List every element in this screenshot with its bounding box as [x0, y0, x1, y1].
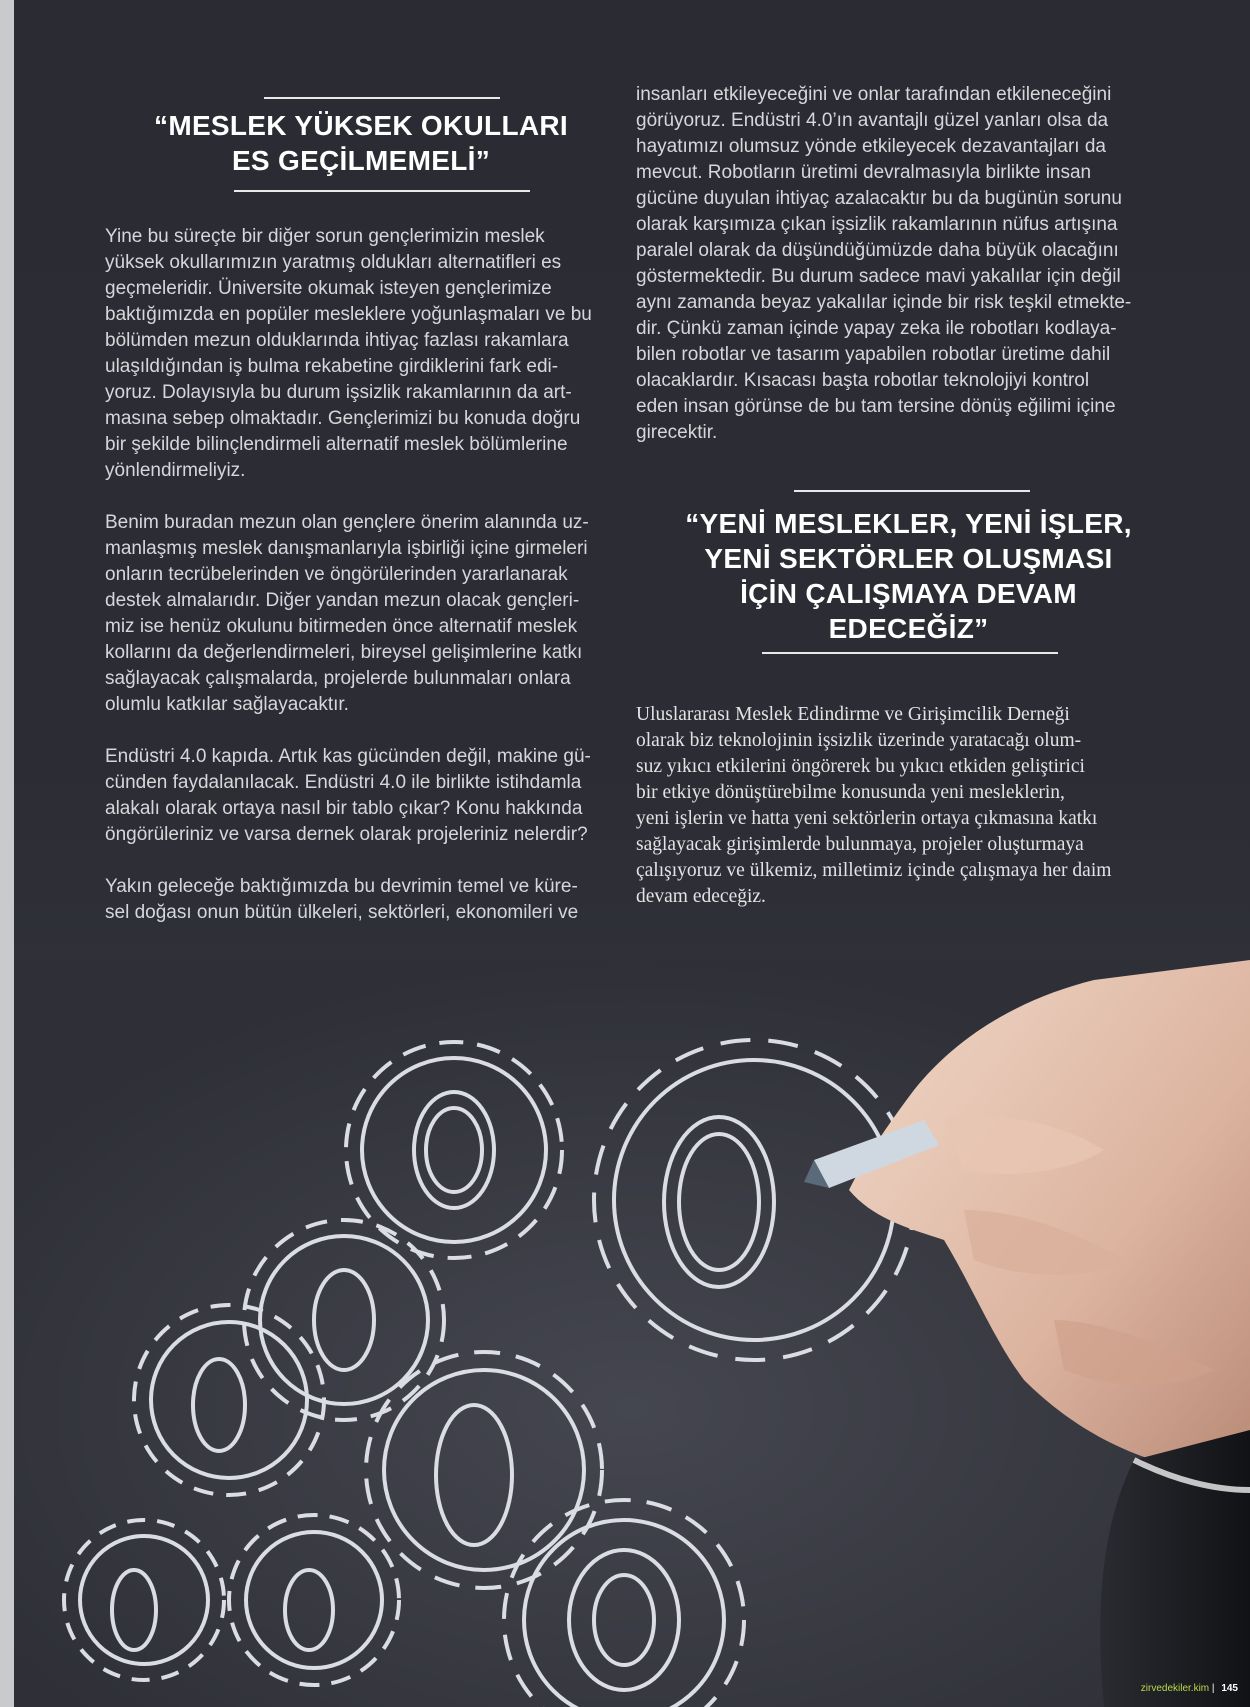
left-paragraph-4: Yakın geleceğe baktığımızda bu devrimin temel ve küre- sel doğası onun bütün ülkeleri, sektörleri, ekonomileri ve — [105, 876, 579, 923]
gears-illustration — [14, 960, 1250, 1707]
left-paragraph-2: Benim buradan mezun olan gençlere önerim alanında uz- manlaşmış meslek danışmanlarıyla işbirliği içine girmeleri onların tecrübelerinden ve öngörülerinden yararlanarak destek almalarıdır. Diğer yandan mezun olacak gençleri- miz ise henüz okulunu bitirmeden önce alternatif meslek kollarını da değerlendirmeleri, bireysel gelişimlerine katkı sağlayacak çalışmalarda, projelerde bulunmaları onlara olumlu katkılar sağlayacaktır. — [105, 512, 589, 715]
heading-top-rule — [264, 97, 500, 99]
left-paragraph-3: Endüstri 4.0 kapıda. Artık kas gücünden değil, makine gü- cünden faydalanılacak. Endüstri 4.0 ile birlikte istihdamla alakalı olarak ortaya nasıl bir tablo çıkar? Konu hakkında öngörüleriniz ve varsa dernek olarak projeleriniz nelerdir? — [105, 746, 591, 845]
heading-top-rule-right — [794, 490, 1030, 492]
page-number: 145 — [1221, 1683, 1238, 1694]
page-footer — [1141, 1683, 1238, 1694]
footer-site: zirvedekiler.kim — [1140, 1683, 1210, 1694]
heading-bottom-rule-right — [762, 652, 1058, 654]
magazine-page — [14, 0, 1250, 1707]
section-heading-right: “YENİ MESLEKLER, YENİ İŞLER, YENİ SEKTÖRLER OLUŞMASI İÇİN ÇALIŞMAYA DEVAM EDECEĞİZ” — [685, 508, 1132, 644]
answer-paragraph: Uluslararası Meslek Edindirme ve Girişimcilik Derneği olarak biz teknolojinin işsizlik üzerinde yaratacağı olum- suz yıkıcı etkilerini öngörerek bu yıkıcı etkiden geliştirici bir etkiye dönüştürebilme konusunda yeni mesleklerin, yeni işlerin ve hatta yeni sektörlerin ortaya çıkmasına katkı sağlayacak girişimlerde bulunmaya, projeler oluşturmaya çalışıyoruz ve ülkemiz, milletimiz içinde çalışmaya her daim devam edeceğiz. — [636, 704, 1112, 907]
heading-bottom-rule — [234, 190, 530, 192]
right-paragraph: insanları etkileyeceğini ve onlar tarafından etkileneceğini görüyoruz. Endüstri 4.0’ın avantajlı güzel yanları olsa da hayatımızı olumsuz yönde etkileyecek dezavantajları da mevcut. Robotların üretimi devralmasıyla birlikte insan gücüne duyulan ihtiyaç azalacaktır bu da bugünün sorunu olarak karşımıza çıkan işsizlik rakamlarının nüfus artışına paralel olarak da düşündüğümüzde daha büyük olacağını göstermektedir. Bu durum sadece mavi yakalılar için değil aynı zamanda beyaz yakalılar içinde bir risk teşkil etmekte- dir. Çünkü zaman içinde yapay zeka ile robotları kodlaya- bilen robotlar ve tasarım yapabilen robotlar üretime dahil olacaklardır. Kısacası başta robotlar teknolojiyi kontrol eden insan görünse de bu tam tersine dönüş eğilimi içine girecektir. — [636, 84, 1132, 443]
footer-separator: | — [1211, 1683, 1215, 1694]
section-heading-left: “MESLEK YÜKSEK OKULLARI ES GEÇİLMEMELİ” — [154, 110, 568, 176]
left-paragraph-1: Yine bu süreçte bir diğer sorun gençlerimizin meslek yüksek okullarımızın yaratmış oldukları alternatifleri es geçmeleridir. Üniversite okumak isteyen gençlerimize baktığımızda en popüler mesleklere yoğunlaşmaları ve bu bölümden mezun olduklarında ihtiyaç fazlası rakamlara ulaşıldığından iş bulma rekabetine girdiklerini fark edi- yoruz. Dolayısıyla bu durum işsizlik rakamlarının da art- masına sebep olmaktadır. Gençlerimizi bu konuda doğru bir şekilde bilinçlendirmeli alternatif meslek bölümlerine yönlendirmeliyiz. — [105, 226, 592, 481]
